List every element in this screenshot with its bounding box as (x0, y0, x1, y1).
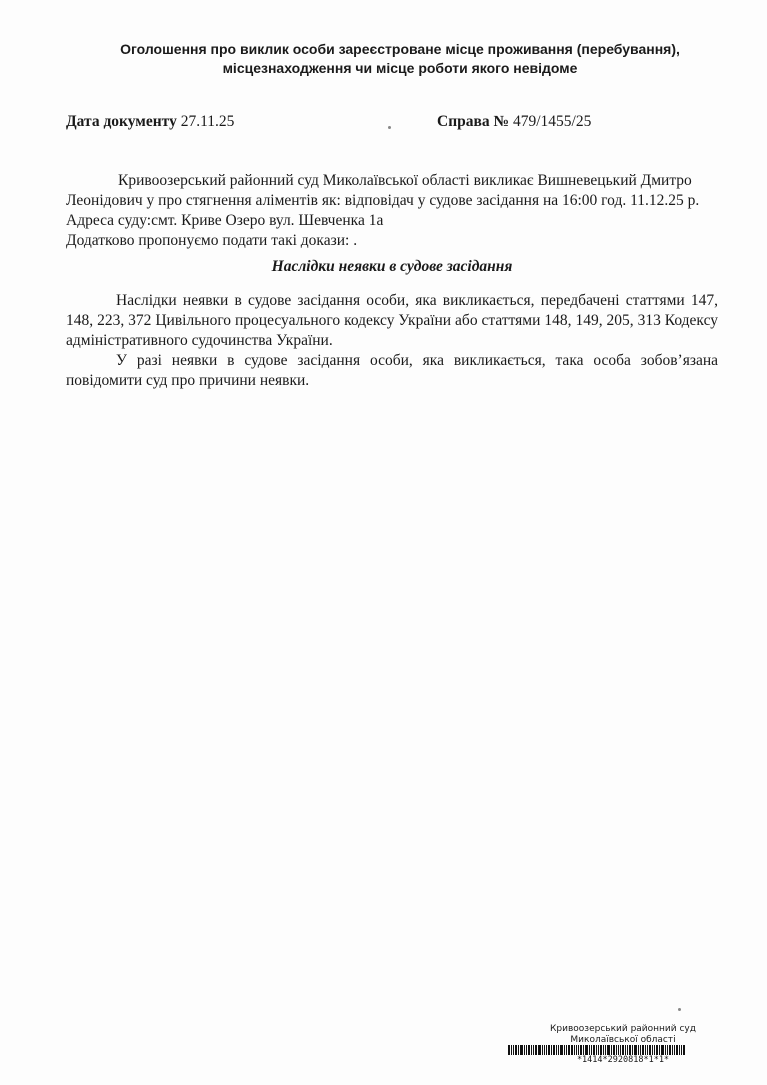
barcode-bar (654, 1045, 655, 1055)
consequences-paragraph-1: Наслідки неявки в судове засідання особи, яка викликається, передбачені статтями 147, 148, 223, 372 Цивільного процесуального кодексу України або статтями 148, 149, 205, 313 Кодексу адміністративного судочинства України. (66, 292, 718, 349)
barcode-bar (603, 1045, 604, 1055)
barcode-bar (585, 1045, 588, 1055)
barcode-bar (528, 1045, 530, 1055)
barcode-bar (622, 1045, 624, 1055)
barcode-bar (513, 1045, 514, 1055)
barcode-bar (566, 1045, 567, 1055)
case-label: Справа № (437, 113, 510, 130)
consequences-paragraph-2: У разі неявки в судове засідання особи, яка викликається, така особа зобов’язана повідомити суд про причини неявки. (66, 352, 718, 389)
barcode-bar (524, 1045, 525, 1055)
barcode-bar (667, 1045, 668, 1055)
stamp-court-line-1: Кривоозерський районний суд (550, 1024, 696, 1034)
barcode-bar (508, 1045, 510, 1055)
barcode-bar (640, 1045, 641, 1055)
barcode-bar (583, 1045, 584, 1055)
barcode-bar (611, 1045, 612, 1055)
barcode-bar (607, 1045, 610, 1055)
barcode-bar (531, 1045, 532, 1055)
barcode-bar (632, 1045, 633, 1055)
barcode-bar (659, 1045, 660, 1055)
barcode-bar (647, 1045, 648, 1055)
barcode-bar (538, 1045, 541, 1055)
barcode-bar (558, 1045, 559, 1055)
case-value: 479/1455/25 (512, 113, 592, 130)
barcode-bar (544, 1045, 545, 1055)
barcode-bar (652, 1045, 653, 1055)
barcode-bar (649, 1045, 651, 1055)
barcode-bar (634, 1045, 637, 1055)
court-address: Адреса суду:смт. Криве Озеро вул. Шевченка 1а (66, 212, 384, 229)
summons-line-2: Леонідович у про стягнення аліментів як: відповідач у судове засідання на 16:00 год. 11.12.25 р. (66, 192, 700, 209)
case-number (437, 113, 591, 131)
barcode-bar (679, 1045, 680, 1055)
stamp-court-line-2: Миколаївської області (570, 1035, 676, 1045)
barcode-bar (591, 1045, 592, 1055)
barcode-bar (683, 1045, 685, 1055)
evidence-line: Додатково пропонуємо подати такі докази: . (66, 232, 358, 249)
barcode-bar (511, 1045, 512, 1055)
date-label: Дата документу (66, 113, 177, 130)
barcode-bar (568, 1045, 570, 1055)
barcode-bar (645, 1045, 646, 1055)
barcode-bar (580, 1045, 582, 1055)
barcode-bar (669, 1045, 671, 1055)
title-line-2: місцезнаходження чи місце роботи якого невідоме (222, 60, 578, 76)
barcode-bar (548, 1045, 550, 1055)
barcode-bar (533, 1045, 534, 1055)
barcode-bar (515, 1045, 517, 1055)
barcode-bar (526, 1045, 527, 1055)
barcode-bar (676, 1045, 678, 1055)
barcode-number: *1414*2920818*1*1* (576, 1055, 670, 1065)
barcode-bar (629, 1045, 631, 1055)
barcode-bar (596, 1045, 597, 1055)
barcode-bar (605, 1045, 606, 1055)
barcode-bar (574, 1045, 575, 1055)
barcode-bar (613, 1045, 615, 1055)
summons-block (66, 171, 718, 251)
barcode-bar (618, 1045, 619, 1055)
barcode-bar (616, 1045, 617, 1055)
barcode-bar (627, 1045, 628, 1055)
summons-line-1: Кривоозерський районний суд Миколаївської області викликає Вишневецький Дмитро (118, 172, 692, 189)
barcode (508, 1045, 738, 1055)
barcode-bar (518, 1045, 519, 1055)
barcode-bar (564, 1045, 565, 1055)
barcode-bar (672, 1045, 673, 1055)
barcode-bar (571, 1045, 573, 1055)
document-date (66, 113, 234, 131)
scan-speck (678, 1008, 681, 1011)
barcode-bar (625, 1045, 626, 1055)
barcode-bar (598, 1045, 599, 1055)
title-line-1: Оголошення про виклик особи зареєстроване місце проживання (перебування), (120, 41, 680, 57)
barcode-bar (576, 1045, 577, 1055)
court-stamp (508, 1024, 738, 1046)
document-title (90, 40, 710, 78)
barcode-bar (589, 1045, 590, 1055)
barcode-bar (542, 1045, 543, 1055)
barcode-bar (642, 1045, 644, 1055)
barcode-bar (553, 1045, 555, 1055)
barcode-bar (620, 1045, 621, 1055)
barcode-bar (656, 1045, 658, 1055)
barcode-bar (674, 1045, 675, 1055)
barcode-bar (638, 1045, 639, 1055)
scan-speck (388, 126, 391, 129)
barcode-bar (578, 1045, 579, 1055)
barcode-bar (600, 1045, 602, 1055)
barcode-bar (593, 1045, 595, 1055)
barcode-bar (535, 1045, 537, 1055)
barcode-bar (560, 1045, 563, 1055)
barcode-bar (520, 1045, 523, 1055)
barcode-bar (551, 1045, 552, 1055)
consequences-block (66, 291, 718, 391)
barcode-bar (661, 1045, 664, 1055)
barcode-bar (556, 1045, 557, 1055)
barcode-bar (665, 1045, 666, 1055)
consequences-heading: Наслідки неявки в судове засідання (271, 258, 513, 275)
barcode-bar (681, 1045, 682, 1055)
barcode-bar (546, 1045, 547, 1055)
date-value: 27.11.25 (180, 113, 235, 130)
